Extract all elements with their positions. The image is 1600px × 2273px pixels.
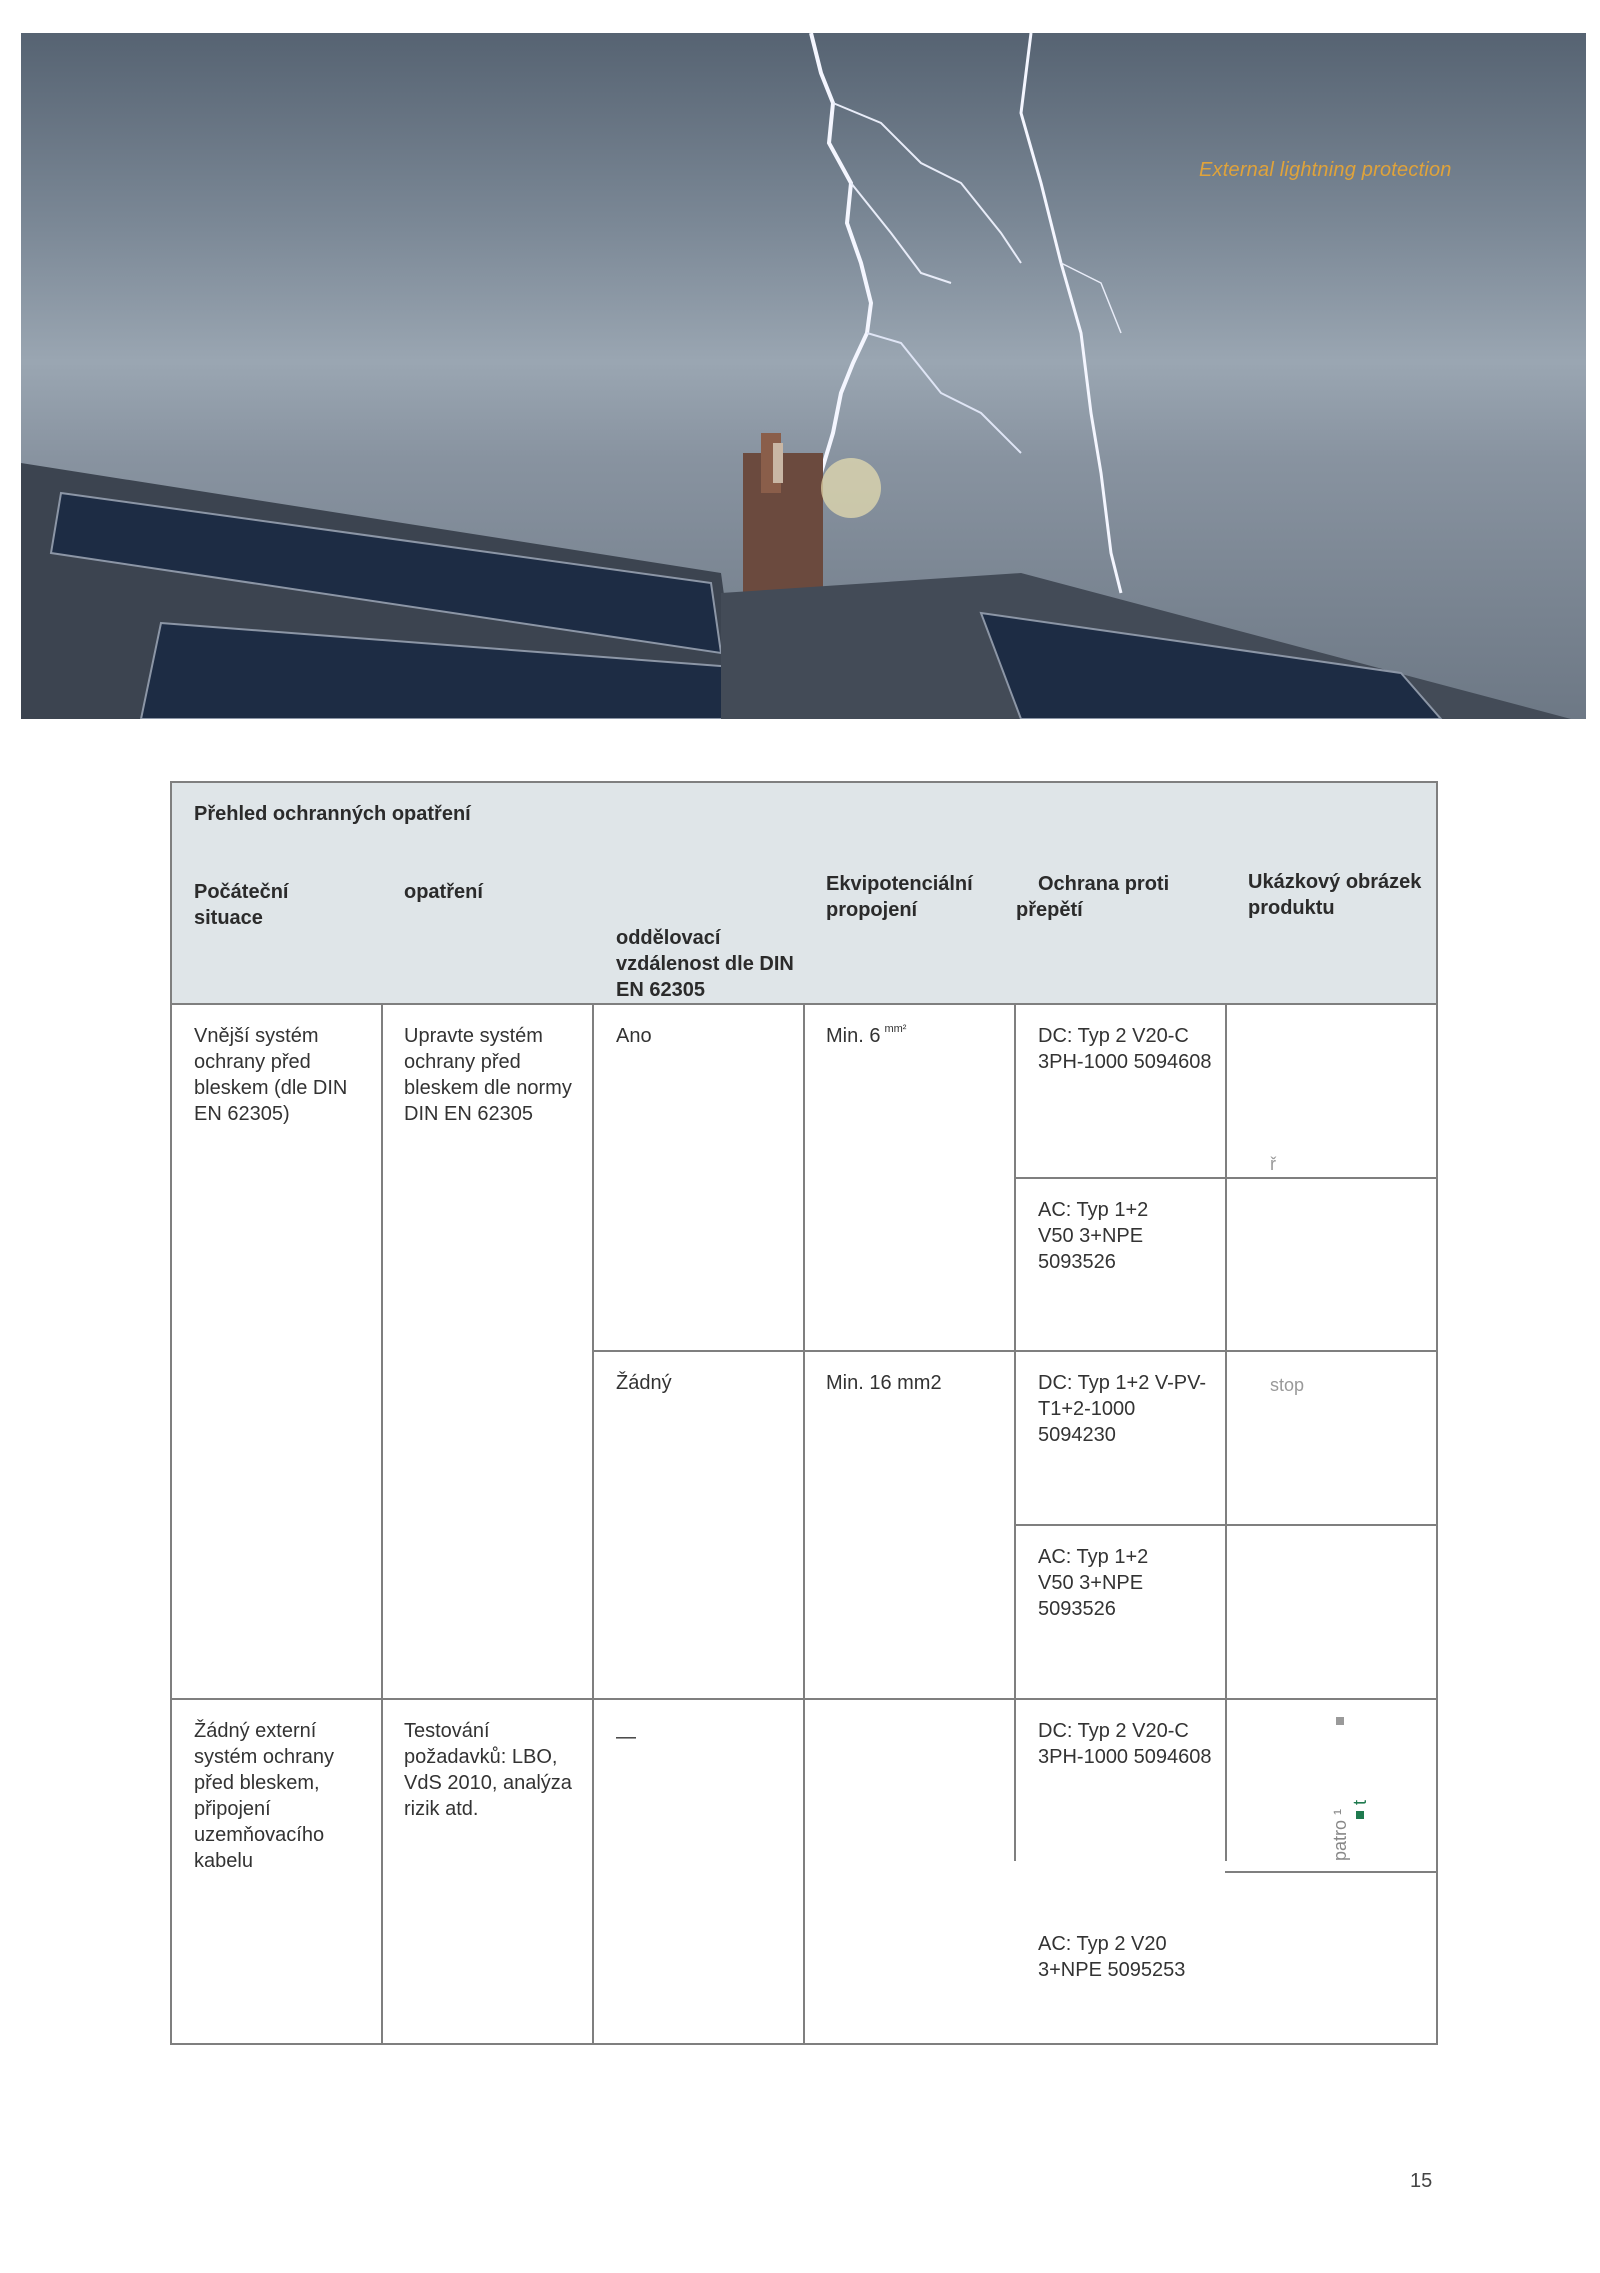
header-equipotential: Ekvipotenciální propojení bbox=[826, 873, 973, 921]
row1a-dc: DC: Typ 2 V20-C 3PH-1000 5094608 bbox=[1038, 1025, 1212, 1073]
row1-initial: Vnější systém ochrany před bleskem (dle DIN EN 62305) bbox=[194, 1025, 348, 1125]
header-measure: opatření bbox=[404, 881, 483, 903]
row2-product-image-label: patro ¹ bbox=[1330, 1808, 1350, 1861]
row1b-dc: DC: Typ 1+2 V-PV- T1+2-1000 5094230 bbox=[1038, 1372, 1207, 1446]
row1b-product-image-label: stop bbox=[1270, 1375, 1305, 1395]
row1a-ac: AC: Typ 1+2 V50 3+NPE 5093526 bbox=[1038, 1199, 1149, 1273]
row2-product-image-label2: t bbox=[1350, 1799, 1370, 1805]
protection-measures-table bbox=[170, 781, 1438, 2045]
row1a-equipotential bbox=[826, 1023, 906, 1049]
row1a-equipotential-value: Min. 6 bbox=[826, 1025, 881, 1047]
row2-dc: DC: Typ 2 V20-C 3PH-1000 5094608 bbox=[1038, 1720, 1212, 1768]
product-image-green-marker bbox=[1356, 1811, 1364, 1819]
table-title: Přehled ochranných opatření bbox=[194, 803, 471, 825]
product-image-marker bbox=[1336, 1717, 1344, 1725]
row1-measure: Upravte systém ochrany před bleskem dle normy DIN EN 62305 bbox=[404, 1025, 572, 1125]
header-product-image: Ukázkový obrázek produktu bbox=[1248, 871, 1422, 919]
header-surge-protection: Ochrana proti přepětí bbox=[1016, 873, 1170, 921]
photo-caption: External lightning protection bbox=[1199, 159, 1452, 181]
row1b-separation: Žádný bbox=[616, 1372, 672, 1394]
header-separation-distance: oddělovací vzdálenost dle DIN EN 62305 bbox=[616, 927, 794, 1001]
row1b-ac: AC: Typ 1+2 V50 3+NPE 5093526 bbox=[1038, 1546, 1149, 1620]
header-initial-situation: Počáteční situace bbox=[194, 881, 289, 929]
row2-separation: — bbox=[616, 1726, 636, 1748]
lightning-roof-illustration bbox=[21, 33, 1586, 719]
row1b-equipotential: Min. 16 mm2 bbox=[826, 1372, 942, 1394]
row1a-separation: Ano bbox=[616, 1025, 652, 1047]
hero-photo bbox=[21, 33, 1586, 719]
row2-initial: Žádný externí systém ochrany před bleskem, připojení uzemňovacího kabelu bbox=[194, 1720, 335, 1872]
row1a-product-image-label: ř bbox=[1270, 1154, 1276, 1174]
page-number: 15 bbox=[1410, 2170, 1433, 2192]
row2-ac: AC: Typ 2 V20 3+NPE 5095253 bbox=[1038, 1933, 1186, 1981]
row2-measure: Testování požadavků: LBO, VdS 2010, analýza rizik atd. bbox=[404, 1720, 572, 1820]
row1a-equipotential-unit: mm² bbox=[884, 1023, 907, 1035]
